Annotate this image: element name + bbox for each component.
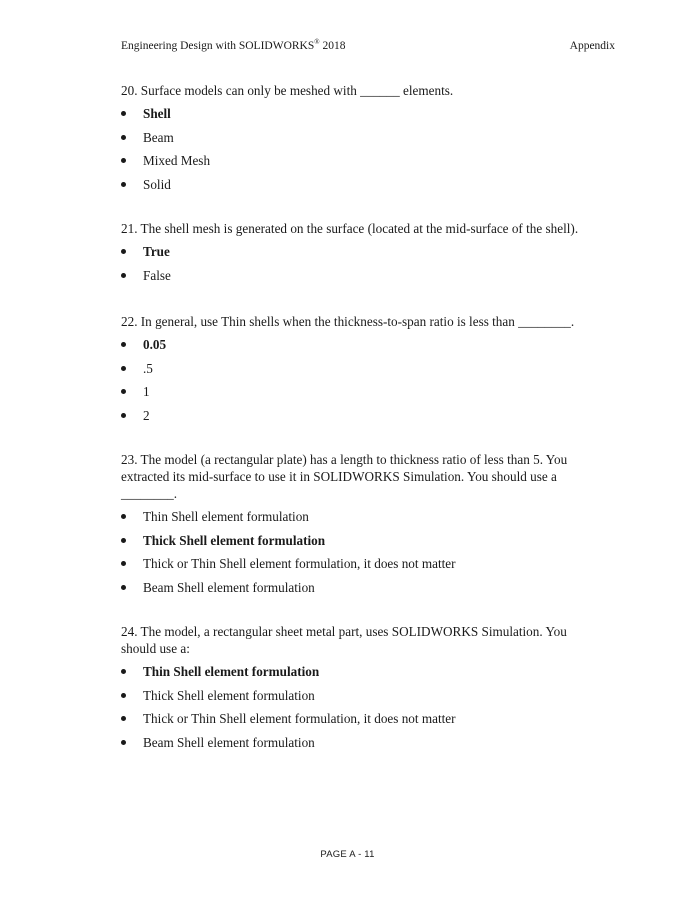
bullet-icon — [121, 693, 126, 698]
answer-option: Beam — [121, 129, 603, 146]
answer-option: Beam Shell element formulation — [121, 734, 603, 751]
answer-option: .5 — [121, 360, 603, 377]
bullet-icon — [121, 389, 126, 394]
question-text: 22. In general, use Thin shells when the thickness-to-span ratio is less than ________. — [121, 314, 575, 329]
bullet-icon — [121, 342, 126, 347]
bullet-icon — [121, 669, 126, 674]
answer-option: Thick Shell element formulation — [121, 687, 603, 704]
answer-option: Shell — [121, 105, 603, 122]
answer-option: True — [121, 243, 603, 260]
bullet-icon — [121, 111, 126, 116]
question-21 — [121, 220, 603, 284]
bullet-icon — [121, 273, 126, 278]
question-20 — [121, 82, 603, 193]
answer-options — [121, 663, 603, 751]
answer-options — [121, 105, 603, 193]
bullet-icon — [121, 249, 126, 254]
answer-options — [121, 243, 603, 284]
answer-option: Thin Shell element formulation — [121, 663, 603, 680]
answer-option: Thick or Thin Shell element formulation, it does not matter — [121, 710, 603, 727]
answer-option: Beam Shell element formulation — [121, 579, 603, 596]
answer-option: Solid — [121, 176, 603, 193]
question-text: 21. The shell mesh is generated on the surface (located at the mid-surface of the shell). — [121, 221, 579, 236]
bullet-icon — [121, 561, 126, 566]
bullet-icon — [121, 716, 126, 721]
answer-option: 2 — [121, 407, 603, 424]
bullet-icon — [121, 366, 126, 371]
header-book-title: Engineering Design with SOLIDWORKS® 2018 — [121, 38, 346, 52]
answer-option: Thin Shell element formulation — [121, 508, 603, 525]
page-number: PAGE A - 11 — [320, 849, 375, 860]
answer-options — [121, 508, 603, 596]
answer-option: Thick or Thin Shell element formulation, it does not matter — [121, 555, 603, 572]
question-23 — [121, 451, 603, 596]
answer-option: 1 — [121, 383, 603, 400]
bullet-icon — [121, 413, 126, 418]
header-section: Appendix — [569, 40, 615, 52]
answer-options — [121, 336, 603, 424]
answer-option: False — [121, 267, 603, 284]
question-24 — [121, 623, 603, 751]
question-22 — [121, 313, 603, 424]
bullet-icon — [121, 514, 126, 519]
question-text: 24. The model, a rectangular sheet metal part, uses SOLIDWORKS Simulation. You should use a: — [121, 624, 567, 656]
answer-option: Thick Shell element formulation — [121, 532, 603, 549]
answer-option: 0.05 — [121, 336, 603, 353]
bullet-icon — [121, 740, 126, 745]
answer-option: Mixed Mesh — [121, 152, 603, 169]
bullet-icon — [121, 182, 126, 187]
bullet-icon — [121, 538, 126, 543]
question-text: 23. The model (a rectangular plate) has a length to thickness ratio of less than 5. You extracted its mid-surface to use it in SOLIDWORKS Simulation. You should use a ________. — [121, 452, 568, 501]
bullet-icon — [121, 158, 126, 163]
question-text: 20. Surface models can only be meshed with ______ elements. — [121, 83, 454, 98]
bullet-icon — [121, 135, 126, 140]
bullet-icon — [121, 585, 126, 590]
